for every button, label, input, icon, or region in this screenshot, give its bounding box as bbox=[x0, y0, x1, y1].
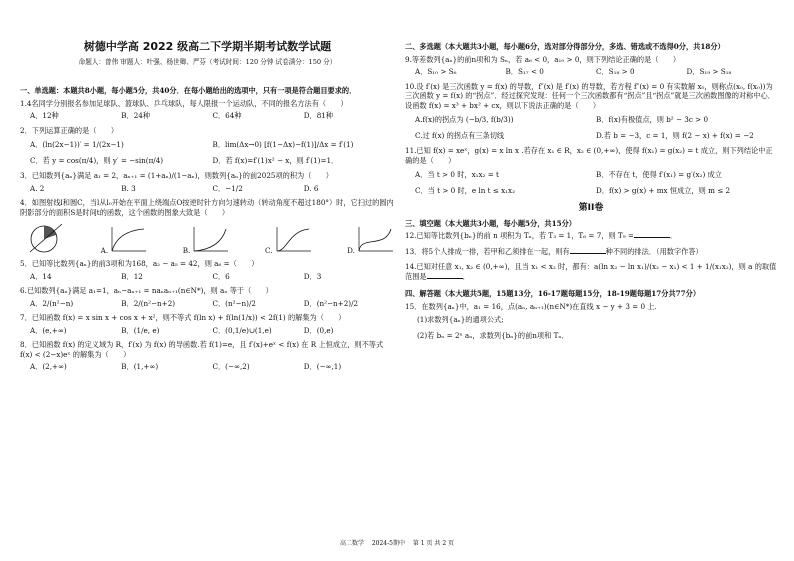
q10-option-c: C.过 f(x) 的拐点有三条切线 bbox=[415, 130, 505, 140]
q10-option-d: D.若 b = −3，c = 1，则 f(2 − x) + f(x) = −2 bbox=[596, 130, 754, 140]
q2-stem: 2．下列运算正确的是（ ） bbox=[20, 125, 119, 135]
q9-stem: 9.等差数列{aₙ}的前n项和为 Sₙ，若 a₆ < 0，a₁₀ > 0，则下列结论正确的是（ ） bbox=[405, 54, 681, 64]
q15-stem: 15．在数列{aₙ}中，a₁ = 16，点(aₙ, aₙ₊₁)(n∈N*)在直线 x − y + 3 = 0 上. bbox=[405, 301, 657, 311]
q15-part-1: (1)求数列{aₙ}的通项公式; bbox=[417, 315, 504, 325]
q4-option-c bbox=[265, 221, 313, 255]
q4-option-c-label: C. bbox=[264, 245, 273, 255]
q12-text: 12.已知等比数列{bₙ}的前 n 项积为 Tₙ，若 T₃ = 1，T₆ = 7，则 T₉ = bbox=[405, 231, 634, 241]
q13-text-tail: 种不同的排法．（用数字作答） bbox=[605, 246, 703, 256]
q10-option-a: A.f(x)的拐点为 (−b/3, f(b/3)) bbox=[415, 115, 514, 124]
q2-options bbox=[30, 140, 395, 165]
q14-text: 14.已知对任意 x₁, x₂ ∈ (0,+∞)，且当 x₁ < x₂ 时，都有：a(ln x₂ − ln x₁)/(x₂ − x₁) < 1 + 1/(x₁x₂)，则 a 的取值范围是 bbox=[405, 262, 777, 281]
q5-option-a: A．14 bbox=[30, 271, 52, 281]
q13-answer-blank[interactable] bbox=[570, 247, 606, 254]
graph-a bbox=[108, 225, 148, 255]
q3-option-a: A. 2 bbox=[30, 183, 45, 193]
q2-option-a: A．(ln(2x−1))′ = 1/(2x−1) bbox=[30, 140, 124, 149]
q6-option-c: C．(n²−n)/2 bbox=[212, 298, 256, 308]
q9-option-a: A．S₁₀ > S₆ bbox=[415, 67, 457, 76]
page-footer: 高二数学 2024-5期中 第 1 页 共 2 页 bbox=[339, 540, 455, 547]
q9-option-c: C．S₁₈ > 0 bbox=[596, 67, 635, 76]
exam-subtitle: 命题人：曾伟 审题人：叶强、杨世卿、严芬（考试时间：120 分钟 试卷满分：150 分） bbox=[78, 58, 337, 66]
q8-option-b: B．(1,+∞) bbox=[121, 362, 159, 371]
q3-option-c: C．−1/2 bbox=[212, 183, 243, 193]
q6-option-a: A．2/(n²−n) bbox=[30, 298, 74, 308]
q3-option-b: B. 3 bbox=[121, 183, 136, 193]
q10-stem: 10.设 f′(x) 是三次函数 y = f(x) 的导数，f″(x) 是 f′(x) 的导数，若方程 f″(x) = 0 有实数解 x₀，则称点(x₀, f(x₀))为三次函数 y = f(x) 的“拐点”．经过探究发现：任何一个三次函数都有“拐点”且“拐点”就是三次函数图像的对称中心．设函数 f(x) = x³ + bx² + cx，则以下说法正确的是（ ） bbox=[405, 81, 775, 110]
q11-stem: 11.已知 f(x) = xeˣ，g(x) = x ln x .若存在 x₁ ∈ R，x₂ ∈ (0,+∞)，使得 f(x₁) = g(x₂) = t 成立，则下列结论中正确的是（ ） bbox=[405, 146, 773, 165]
graph-d bbox=[355, 225, 395, 255]
q5-stem: 5．已知等比数列{aₙ}的前3项和为168，a₂ − a₅ = 42，则 a₆ =（ ） bbox=[20, 259, 259, 268]
q8-option-d: D．(−∞,1) bbox=[303, 362, 342, 371]
left-column bbox=[20, 82, 395, 377]
graph-b bbox=[190, 225, 230, 255]
q9-options bbox=[415, 67, 777, 77]
q4-graph-options bbox=[26, 221, 395, 255]
graph-c bbox=[273, 225, 313, 255]
q3-option-d: D. 6 bbox=[303, 183, 319, 193]
q11-option-c: C．当 t > 0 时，e ln t ≤ x₁x₂ bbox=[415, 185, 515, 195]
q2-option-b: B．lim(Δx→0) [f(1−Δx)−f(1)]/Δx = f′(1) bbox=[212, 140, 354, 149]
q4-option-b bbox=[183, 221, 231, 255]
q4-option-b-label: B. bbox=[182, 245, 191, 255]
q13 bbox=[405, 247, 777, 257]
circle-ray-figure bbox=[26, 221, 66, 255]
q6-option-b: B．2/(n²−n+2) bbox=[121, 298, 176, 308]
q1-option-b: B．24种 bbox=[121, 111, 151, 120]
q9-option-b: B．S₁₇ < 0 bbox=[505, 67, 544, 76]
q12: 12.已知等比数列{bₙ}的前 n 项积为 Tₙ，若 T₃ = 1，T₆ = 7，则 T₉ = ． bbox=[405, 231, 678, 241]
q8-stem: 8．已知函数 f(x) 的定义域为 R，f′(x) 为 f(x) 的导函数.若 f(1)=e，且 f′(x)+eˣ < f(x) 在 R 上恒成立，则不等式 f(x) < (2−x)eˣ 的解集为（ ） bbox=[20, 340, 384, 359]
q3-stem: 3．已知数列{aₙ}满足 a₁ = 2，aₙ₊₁ = (1+aₙ)/(1−aₙ)，则数列{aₙ}的前2025项的积为（ ） bbox=[20, 171, 333, 180]
q11-option-a: A．当 t > 0 时，x₁x₂ = t bbox=[415, 170, 499, 179]
q10-option-b: B．f(x)有极值点，则 b² − 3c > 0 bbox=[596, 115, 709, 124]
q4-option-d bbox=[347, 221, 395, 255]
q2-option-d: D．若 f(x)=f′(1)x² − x，则 f′(1)=1． bbox=[212, 155, 339, 165]
q1-stem: 1.4名同学分别报名参加足球队、篮球队、乒乓球队，每人限报一个运动队，不同的报名方法有（ ） bbox=[20, 98, 348, 108]
q15-part-2: (2)若 bₙ = 2ⁿ aₙ，求数列{bₙ}的前n项和 Tₙ． bbox=[417, 330, 569, 340]
q3-options bbox=[30, 184, 395, 194]
q4-option-a-label: A. bbox=[100, 245, 109, 255]
q7-stem: 7．已知函数 f(x) = x sin x + cos x + x²，则不等式 f(ln x) + f(ln(1/x)) < 2f(1) 的解集为（ ） bbox=[20, 313, 346, 322]
q8-option-c: C．(−∞,2) bbox=[212, 362, 250, 371]
q6-options bbox=[30, 299, 395, 309]
q14: 14.已知对任意 x₁, x₂ ∈ (0,+∞)，且当 x₁ < x₂ 时，都有：a(ln x₂ − ln x₁)/(x₂ − x₁) < 1 + 1/(x₁x₂)，则 a 的取值范围是 ． bbox=[405, 262, 777, 281]
q1-option-a: A．12种 bbox=[30, 111, 59, 120]
q9-option-d: D．S₁₉ > S₁₈ bbox=[686, 67, 732, 76]
part-two-heading: 第II卷 bbox=[578, 203, 604, 213]
q14-answer-blank[interactable] bbox=[427, 272, 463, 279]
q10-options bbox=[415, 115, 777, 140]
q5-option-d: D．3 bbox=[303, 271, 322, 281]
q7-option-c: C．(0,1/e)∪(1,e) bbox=[212, 325, 272, 335]
q8-options bbox=[30, 362, 395, 372]
q11-option-b: B．不存在 t，使得 f′(x₁) = g′(x₂) 成立 bbox=[596, 170, 722, 179]
q7-options bbox=[30, 326, 395, 336]
q13-text: 13．将5个人排成一排，若甲和乙须排在一起，则有 bbox=[405, 246, 570, 256]
q7-option-d: D．(0,e) bbox=[303, 325, 334, 335]
q6-option-d: D．(n²−n+2)/2 bbox=[303, 298, 359, 308]
q1-option-c: C．64种 bbox=[212, 111, 242, 120]
q1-option-d: D．81种 bbox=[303, 111, 334, 120]
section-single-choice: 一、单选题：本题共8小题，每小题5分，共40分．在每小题给出的选项中，只有一项是符合题目要求的． bbox=[20, 86, 357, 95]
q8-option-a: A．(2,+∞) bbox=[30, 362, 67, 371]
right-column bbox=[405, 38, 777, 346]
q4-option-a bbox=[101, 221, 148, 255]
q5-options bbox=[30, 272, 395, 282]
section-fill-blank: 三、填空题（本大题共3小题，每小题5分，共15分） bbox=[405, 218, 576, 228]
q4-option-d-label: D. bbox=[347, 245, 355, 255]
exam-title: 树德中学高 2022 级高二下学期半期考试数学试题 bbox=[83, 40, 332, 53]
q6-stem: 6.已知数列{aₙ}满足 a₁=1，aₙ−aₙ₊₁ = naₙaₙ₊₁(n∈N*)，则 aₙ 等于（ ） bbox=[20, 286, 273, 295]
q4-stem: 4．如图射线l和圆C，当l从l₀开始在平面上绕端点O按逆时针方向匀速转动（转动角度不超过180°）时，它扫过的圆内阴影部分的面积S是时间t的函数，这个函数的图象大致是（ ） bbox=[20, 198, 394, 217]
q11-options bbox=[415, 170, 777, 195]
q1-options bbox=[30, 111, 395, 121]
q5-option-c: C．6 bbox=[212, 271, 230, 281]
section-solutions: 四、解答题（本大题共5题，15题13分，16-17题每题15分，18-19题每题17分共77分） bbox=[405, 289, 701, 299]
section-multi-choice: 二、多选题（本大题共3小题，每小题6分，选对部分得部分分，多选、错选或不选得0分，共18分） bbox=[405, 42, 725, 51]
q11-option-d: D．f(x) > g(x) + mx 恒成立，则 m ≤ 2 bbox=[596, 185, 731, 195]
q4-figure bbox=[26, 221, 66, 255]
q7-option-b: B．(1/e, e) bbox=[121, 325, 160, 335]
q5-option-b: B．12 bbox=[121, 271, 143, 281]
q7-option-a: A．(e,+∞) bbox=[30, 325, 67, 335]
q2-option-c: C．若 y = cos(π/4)，则 y′ = −sin(π/4) bbox=[30, 155, 164, 165]
q12-answer-blank[interactable] bbox=[634, 231, 670, 238]
